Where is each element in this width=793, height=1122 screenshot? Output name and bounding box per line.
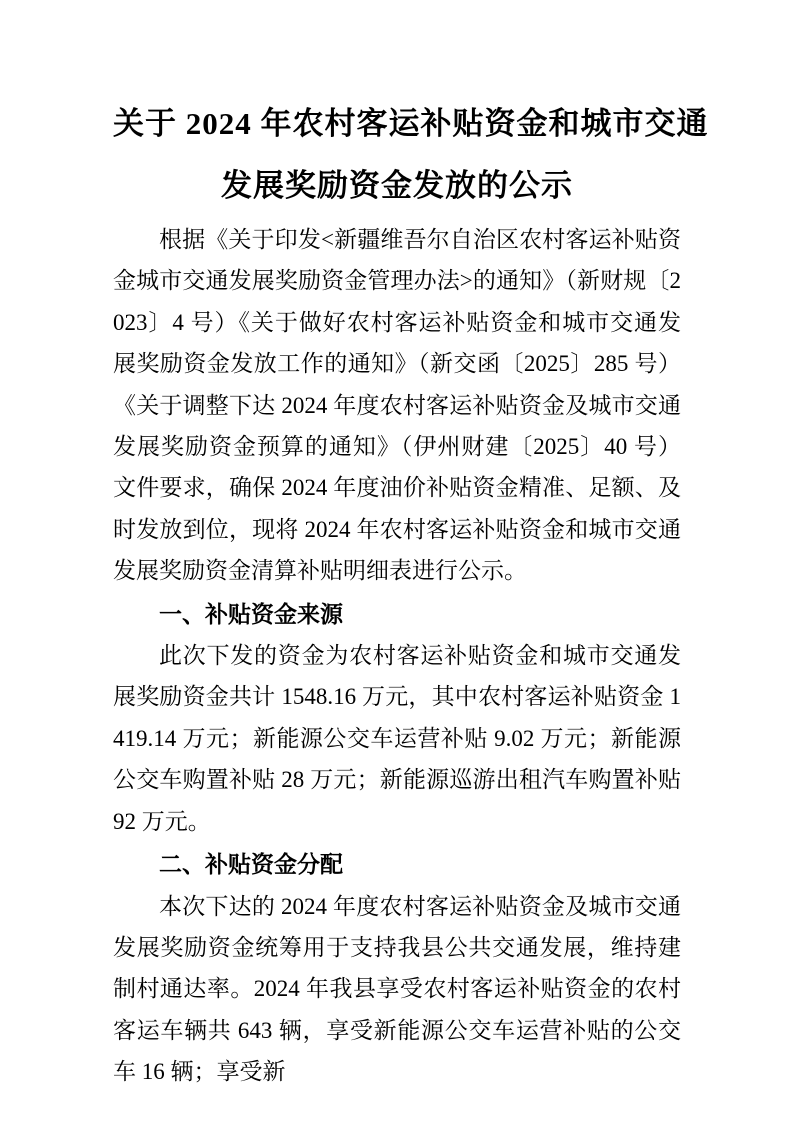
section-heading: 二、补贴资金分配	[159, 851, 343, 878]
body-paragraph: 此次下发的资金为农村客运补贴资金和城市交通发展奖励资金共计 1548.16 万元，其中农村客运补贴资金 1419.14 万元；新能源公交车运营补贴 9.02 万元；新能源公交车购置补贴 28 万元；新能源巡游出租汽车购置补贴 92 万元。	[113, 643, 681, 834]
body-paragraph: 根据《关于印发<新疆维吾尔自治区农村客运补贴资金城市交通发展奖励资金管理办法>的通知》（新财规〔2023〕4 号）《关于做好农村客运补贴资金和城市交通发展奖励资金发放工作的通知》（新交函〔2025〕285 号）《关于调整下达 2024 年度农村客运补贴资金及城市交通发展奖励资金预算的通知》（伊州财建〔2025〕40 号）文件要求，确保 2024 年度油价补贴资金精准、足额、及时发放到位，现将 2024 年农村客运补贴资金和城市交通发展奖励资金清算补贴明细表进行公示。	[113, 227, 681, 584]
document-title-line-1: 关于 2024 年农村客运补贴资金和城市交通	[113, 106, 709, 141]
document-title	[113, 93, 709, 217]
document-title-line-2: 发展奖励资金发放的公示	[221, 168, 573, 203]
body-paragraph: 本次下达的 2024 年度农村客运补贴资金及城市交通发展奖励资金统筹用于支持我县公共交通发展，维持建制村通达率。2024 年我县享受农村客运补贴资金的农村客运车辆共 643 辆，享受新能源公交车运营补贴的公交车 16 辆；享受新	[113, 893, 681, 1085]
section-heading: 一、补贴资金来源	[159, 600, 343, 627]
document-paragraphs	[113, 219, 681, 1093]
